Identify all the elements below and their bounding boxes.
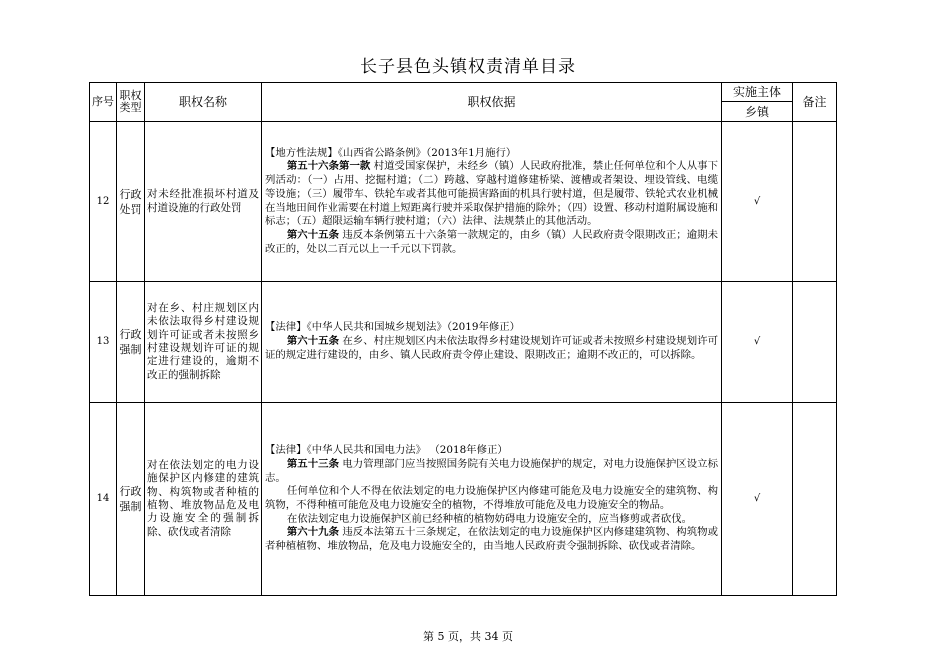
header-type: 职权类型	[117, 83, 145, 122]
row-number: 14	[90, 403, 117, 596]
article-text: 违反本法第五十三条规定，在依法划定的电力设施保护区内修建建筑物、构筑物或者种植植物、堆放物品，危及电力设施安全的，由当地人民政府责令强制拆除、砍伐或者清除。	[265, 526, 718, 553]
header-basis: 职权依据	[262, 83, 722, 122]
row-basis	[262, 403, 722, 596]
table-row	[90, 122, 837, 282]
row-basis	[262, 282, 722, 403]
basis-source: 【地方性法规】《山西省公路条例》（2013年1月施行）	[265, 146, 517, 159]
article-number: 第六十五条	[286, 228, 340, 241]
executor-check: √	[722, 282, 793, 403]
header-executor: 实施主体	[722, 83, 793, 102]
table-row	[90, 403, 837, 596]
row-number: 12	[90, 122, 117, 282]
row-remark	[793, 403, 837, 596]
basis-source: 【法律】《中华人民共和国城乡规划法》（2019年修正）	[265, 321, 521, 334]
row-type: 行政强制	[117, 403, 145, 596]
row-number: 13	[90, 282, 117, 403]
table-row	[90, 282, 837, 403]
basis-source: 【法律】《中华人民共和国电力法》 （2018年修正）	[265, 444, 508, 457]
article-number: 第五十三条	[286, 457, 340, 470]
header-executor-sub: 乡镇	[722, 102, 793, 122]
row-type: 行政处罚	[117, 122, 145, 282]
executor-check: √	[722, 403, 793, 596]
basis-paragraph	[265, 335, 718, 362]
row-power-name: 对未经批准损坏村道及村道设施的行政处罚	[145, 122, 262, 282]
header-name: 职权名称	[145, 83, 262, 122]
article-text: 在乡、村庄规划区内未依法取得乡村建设规划许可证或者未按照乡村建设规划许可证的规定进行建设的，由乡、镇人民政府责令停止建设、限期改正；逾期不改正的，可以拆除。	[265, 335, 718, 361]
article-text: 村道受国家保护，未经乡（镇）人民政府批准，禁止任何单位和个人从事下列活动：（一）占用、挖掘村道；（二）跨越、穿越村道修建桥梁、渡槽或者架设、埋设管线、电缆等设施；（三）履带车、铁轮车或者其他可能损害路面的机具行驶村道，但是履带、铁轮式农业机械在当地田间作业需要在村道上短距离行驶并采取保护措施的除外；（四）设置、移动村道附属设施和标志；（五）超限运输车辆行驶村道；（六）法律、法规禁止的其他活动。	[265, 160, 718, 228]
basis-paragraph	[265, 526, 718, 553]
basis-paragraph	[265, 458, 718, 485]
page-title: 长子县色头镇权责清单目录	[360, 57, 576, 77]
row-type: 行政强制	[117, 282, 145, 403]
header-seq: 序号	[90, 83, 117, 122]
page-footer: 第 5 页，共 34 页	[423, 630, 513, 643]
basis-paragraph: 任何单位和个人不得在依法划定的电力设施保护区内修建可能危及电力设施安全的建筑物、构筑物，不得种植可能危及电力设施安全的植物，不得堆放可能危及电力设施安全的物品。	[265, 485, 718, 511]
basis-paragraph: 在依法划定电力设施保护区前已经种植的植物妨碍电力设施安全的，应当修剪或者砍伐。	[286, 512, 693, 525]
article-number: 第六十五条	[286, 335, 340, 348]
executor-check: √	[722, 122, 793, 282]
power-list-table	[89, 82, 837, 596]
row-power-name: 对在依法划定的电力设施保护区内修建的建筑物、构筑物或者种植的植物、堆放物品危及电力设施安全的强制拆除、砍伐或者清除	[145, 403, 262, 596]
article-text: 违反本条例第五十六条第一款规定的，由乡（镇）人民政府责令限期改正；逾期未改正的，处以二百元以上一千元以下罚款。	[265, 228, 718, 255]
article-text: 电力管理部门应当按照国务院有关电力设施保护的规定，对电力设施保护区设立标志。	[265, 457, 718, 484]
row-power-name: 对在乡、村庄规划区内未依法取得乡村建设规划许可证或者未按照乡村建设规划许可证的规定进行建设的，逾期不改正的强制拆除	[145, 282, 262, 403]
article-number: 第六十九条	[286, 526, 340, 539]
row-basis	[262, 122, 722, 282]
header-remark: 备注	[793, 83, 837, 122]
article-number: 第五十六条第一款	[286, 160, 371, 173]
row-remark	[793, 122, 837, 282]
basis-paragraph	[265, 229, 718, 256]
basis-paragraph	[265, 160, 718, 229]
row-remark	[793, 282, 837, 403]
